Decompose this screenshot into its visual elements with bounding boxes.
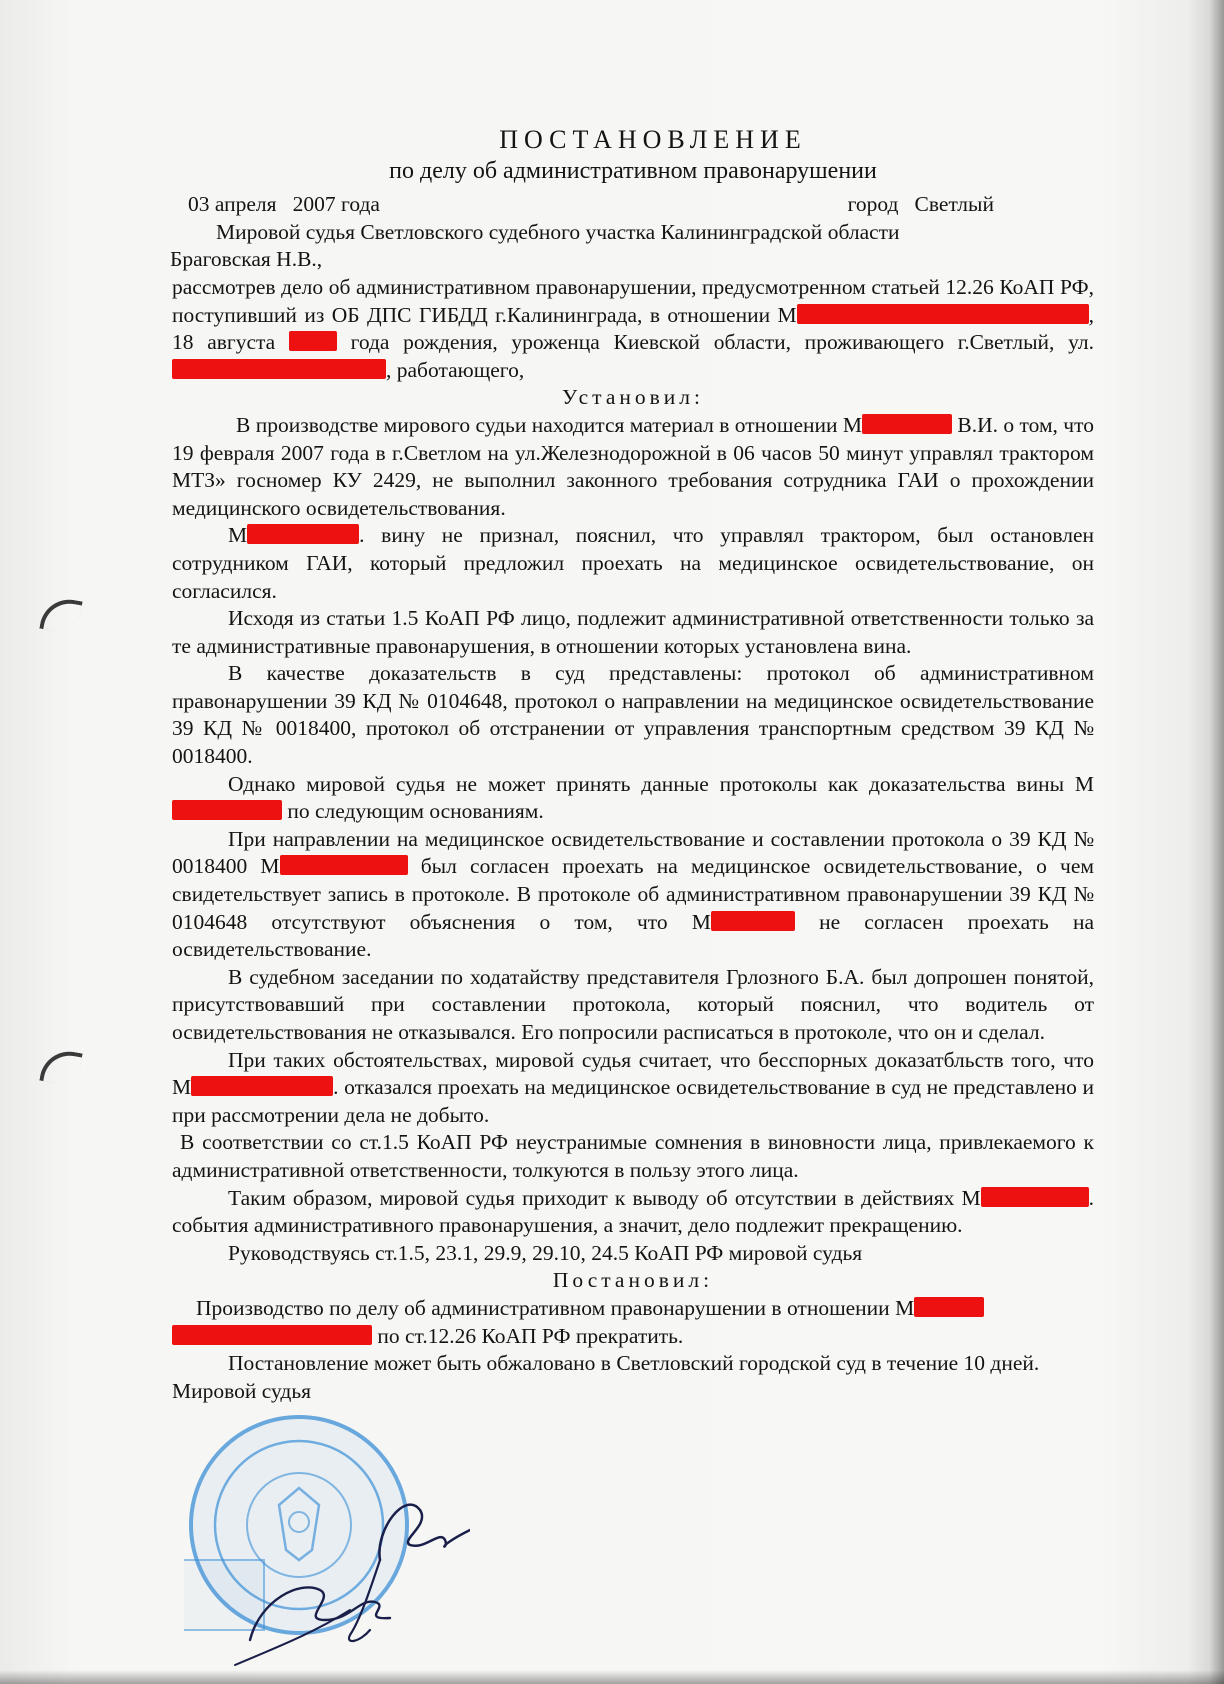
- intro-paragraph: [172, 274, 1094, 384]
- paragraph-text: В производстве мирового судьи находится материал в отношении М: [236, 412, 862, 437]
- paragraph-12: [172, 1295, 1094, 1350]
- paragraph-8: [172, 1047, 1094, 1130]
- redaction: [172, 359, 386, 379]
- section-established: Установил:: [562, 385, 704, 410]
- document-date: 03 апреля 2007 года: [188, 192, 380, 217]
- paragraph-9: В соответствии со ст.1.5 КоАП РФ неустранимые сомнения в виновности лица, привлекаемого к административной ответственности, толкуются в пользу этого лица.: [172, 1130, 1094, 1182]
- scan-shadow-right: [1188, 0, 1224, 1684]
- redaction: [981, 1187, 1089, 1207]
- intro-text: , работающего,: [386, 357, 525, 382]
- redaction: [711, 911, 795, 931]
- paragraph-1: [172, 412, 1094, 522]
- paragraph-text: не согласен проехать на освидетельствование.: [172, 909, 1094, 962]
- paragraph-13: Постановление может быть обжаловано в Светловский городской суд в течение 10 дней.: [228, 1351, 1040, 1376]
- redaction: [247, 524, 359, 544]
- document-title: ПОСТАНОВЛЕНИЕ: [499, 125, 807, 154]
- paragraph-10: [172, 1185, 1094, 1240]
- redaction: [191, 1076, 333, 1096]
- paragraph-7: В судебном заседании по ходатайству представителя Грлозного Б.А. был допрошен понятой, присутствовавший при составлении протокола, который пояснил, что водитель от освидетельствования не отказывался. Его попросили расписаться в протоколе, что он и сделал.: [172, 964, 1094, 1044]
- paragraph-6: [172, 826, 1094, 964]
- document-body: [172, 126, 1094, 1405]
- redaction: [172, 800, 282, 820]
- punch-hole-mark: [39, 595, 82, 635]
- redaction: [862, 414, 952, 434]
- paragraph-text: При направлении на медицинское освидетельствование и составлении протокола о 39 КД № 0018400 М: [172, 826, 1094, 879]
- paragraph-5: [172, 771, 1094, 826]
- redaction: [797, 304, 1089, 324]
- paragraph-3: Исходя из статьи 1.5 КоАП РФ лицо, подлежит административной ответственности только за те административные правонарушения, в отношении которых установлена вина.: [172, 606, 1094, 658]
- paragraph-11: Руководствуясь ст.1.5, 23.1, 29.9, 29.10, 24.5 КоАП РФ мировой судья: [228, 1240, 863, 1265]
- paragraph-text: Производство по делу об административном правонарушении в отношении М: [196, 1295, 915, 1320]
- paragraph-text: . события административного правонарушения, а значит, дело подлежит прекращению.: [172, 1185, 1094, 1238]
- section-decided: Постановил:: [552, 1268, 714, 1293]
- handwritten-signature-icon: [230, 1470, 470, 1670]
- redaction: [289, 331, 337, 351]
- punch-hole-mark: [39, 1047, 82, 1087]
- scan-shadow-bottom: [0, 1670, 1224, 1684]
- judge-line: Мировой судья Светловского судебного участка Калининградской области: [216, 219, 900, 244]
- paragraph-text: по ст.12.26 КоАП РФ прекратить.: [372, 1323, 684, 1348]
- paragraph-4: В качестве доказательств в суд представлены: протокол об административном правонарушении 39 КД № 0104648, протокол о направлении на медицинское освидетельствование 39 КД № 0018400, протокол об отстранении от управления транспортным средством 39 КД № 0018400.: [172, 661, 1094, 769]
- paragraph-text: . вину не признал, пояснил, что управлял трактором, был остановлен сотрудником ГАИ, который предложил проехать на медицинское освидетельствование, он согласился.: [172, 523, 1094, 603]
- signature-label: Мировой судья: [172, 1378, 312, 1403]
- judge-name: Браговская Н.В.,: [170, 247, 323, 272]
- paragraph-text: Таким образом, мировой судья приходит к выводу об отсутствии в действиях М: [228, 1185, 981, 1210]
- intro-text: года рождения, уроженца Киевской области, проживающего г.Светлый, ул.: [336, 330, 1094, 355]
- intro-text: , 18 августа: [172, 302, 1094, 355]
- paragraph-text: М: [228, 523, 248, 548]
- document-city: город Светлый: [847, 192, 994, 217]
- paragraph-text: . отказался проехать на медицинское освидетельствование в суд не представлено и при рассмотрении дела не добыто.: [172, 1075, 1094, 1127]
- paragraph-text: При таких обстоятельствах, мировой судья считает, что бесспорных доказатбльств того, что М: [172, 1047, 1094, 1100]
- redaction: [172, 1325, 372, 1345]
- redaction: [914, 1297, 984, 1317]
- date-city-line: [172, 191, 1094, 219]
- document-subtitle: по делу об административном правонарушении: [389, 157, 877, 184]
- paragraph-text: В.И. о том, что 19 февраля 2007 года в г.Светлом на ул.Железнодорожной в 06 часов 50 минут управлял трактором МТЗ» госномер КУ 2429, не выполнил законного требования сотрудника ГАИ о прохождении медицинского освидетельствования.: [172, 412, 1094, 520]
- paragraph-2: [172, 522, 1094, 605]
- intro-text: рассмотрев дело об административном правонарушении, предусмотренном статьей 12.26 КоАП РФ, поступивший из ОБ ДПС ГИБДД г.Калининграда, в отношении М: [172, 274, 1094, 327]
- paragraph-text: Однако мировой судья не может принять данные протоколы как доказательства вины М: [228, 771, 1094, 796]
- paragraph-text: по следующим основаниям.: [282, 799, 544, 824]
- paragraph-text: был согласен проехать на медицинское освидетельствование, о чем свидетельствует запись в протоколе. В протоколе об административном правонарушении 39 КД № 0104648 отсутствуют объяснения о том, что М: [172, 854, 1094, 934]
- redaction: [280, 855, 408, 875]
